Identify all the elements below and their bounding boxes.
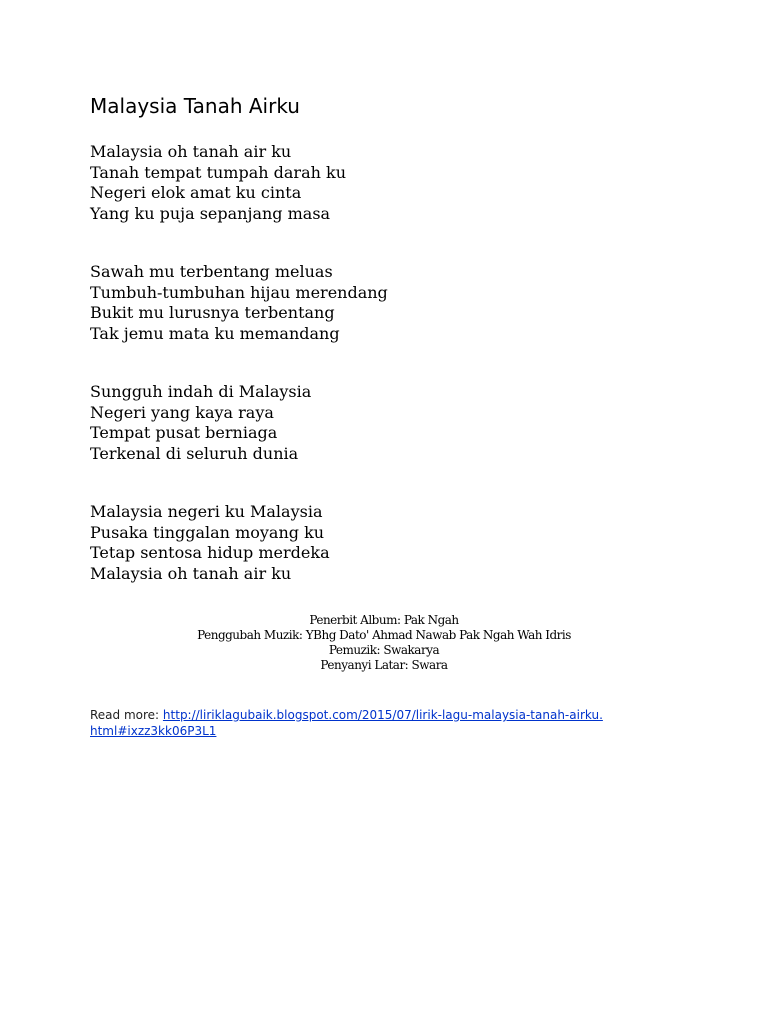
credit-album-publisher: Penerbit Album: Pak Ngah [309, 613, 459, 627]
lyric-line: Tanah tempat tumpah darah ku [90, 162, 347, 182]
credits-block [90, 613, 678, 673]
lyric-line: Tetap sentosa hidup merdeka [90, 543, 330, 562]
credit-composer: Penggubah Muzik: YBhg Dato' Ahmad Nawab Pak Ngah Wah Idris [197, 628, 571, 642]
lyric-line: Negeri yang kaya raya [90, 402, 274, 422]
lyric-line: Pusaka tinggalan moyang ku [90, 522, 325, 542]
document-title: Malaysia Tanah Airku [90, 94, 300, 118]
credit-backing-vocals: Penyanyi Latar: Swara [320, 658, 448, 672]
lyrics [90, 142, 690, 622]
lyric-line: Bukit mu lurusnya terbentang [90, 303, 335, 322]
read-more [90, 707, 610, 739]
stanza-1 [90, 142, 690, 224]
read-more-label: Read more: [90, 708, 163, 722]
credit-musician: Pemuzik: Swakarya [328, 643, 440, 657]
lyric-line: Malaysia oh tanah air ku [90, 142, 292, 161]
lyric-line: Tumbuh-tumbuhan hijau merendang [90, 282, 388, 302]
lyric-line: Sawah mu terbentang meluas [90, 262, 333, 281]
lyric-line: Malaysia oh tanah air ku [90, 563, 292, 583]
lyric-line: Negeri elok amat ku cinta [90, 183, 302, 202]
stanza-3 [90, 382, 690, 464]
lyric-line: Yang ku puja sepanjang masa [90, 203, 331, 223]
lyric-line: Terkenal di seluruh dunia [90, 443, 299, 463]
stanza-4 [90, 502, 690, 584]
lyric-line: Malaysia negeri ku Malaysia [90, 502, 323, 521]
lyric-line: Sungguh indah di Malaysia [90, 382, 312, 401]
lyric-line: Tempat pusat berniaga [90, 423, 278, 442]
stanza-2 [90, 262, 690, 344]
read-more-link[interactable]: http://liriklagubaik.blogspot.com/2015/07/lirik-lagu-malaysia-tanah-airku.html#ixzz3kk06P3L1 [90, 708, 603, 738]
lyric-line: Tak jemu mata ku memandang [90, 323, 340, 343]
